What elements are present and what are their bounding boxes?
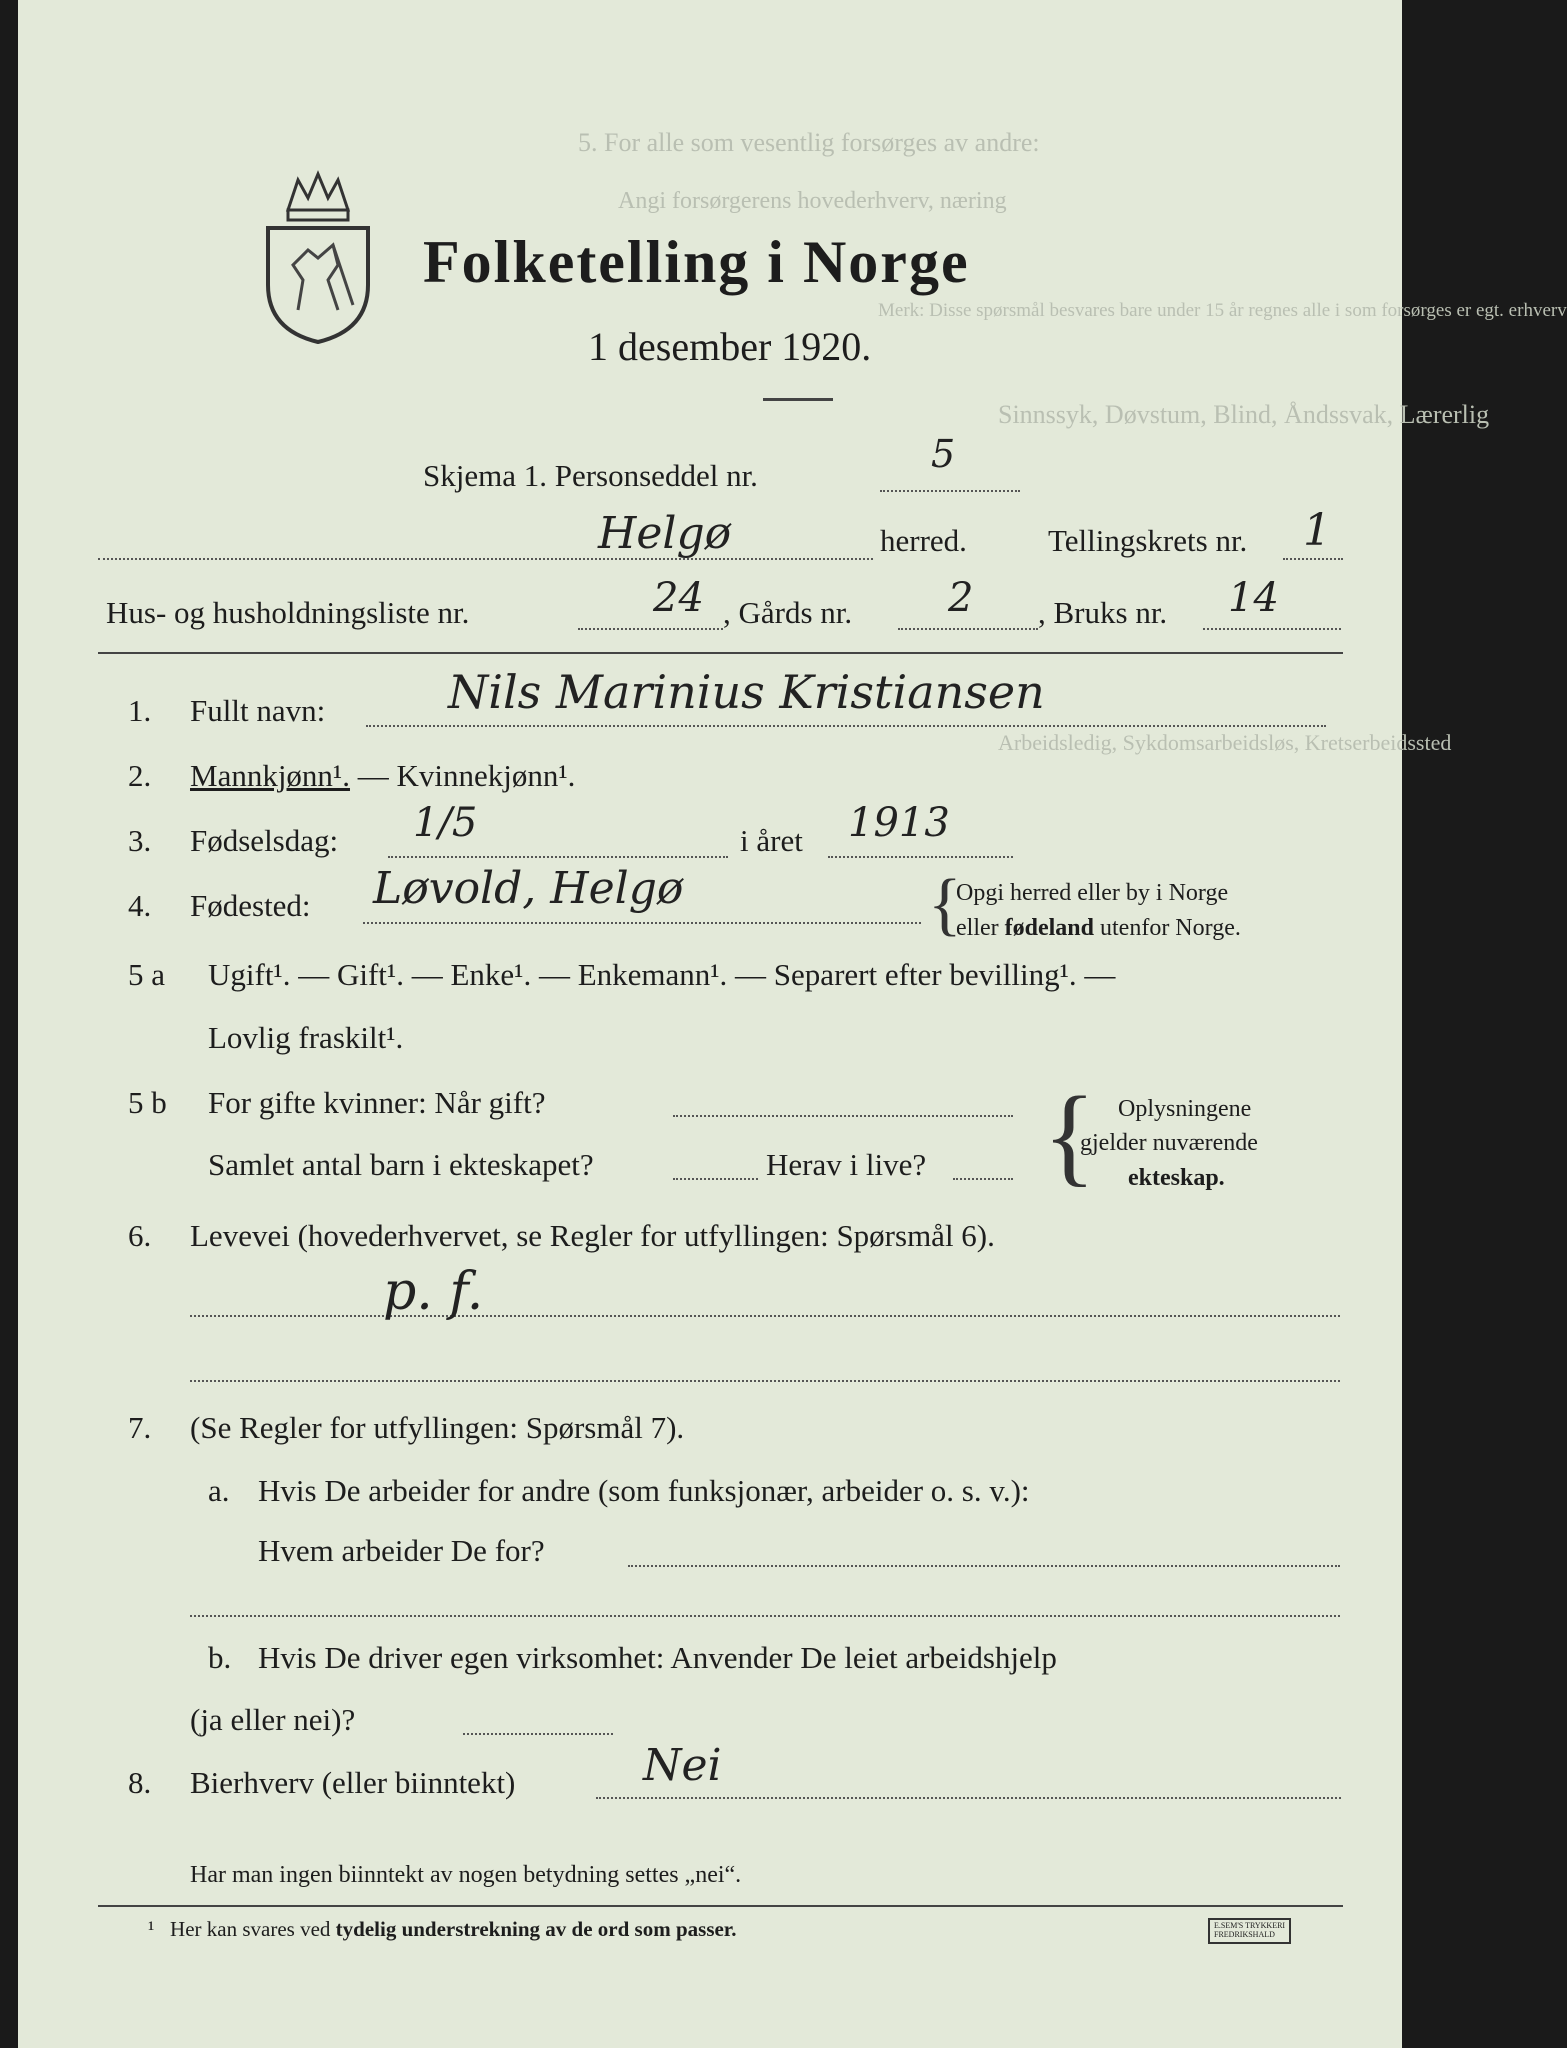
footer-divider <box>98 1905 1343 1907</box>
q4-label: Fødested: <box>190 888 311 923</box>
q7a-line <box>628 1565 1340 1567</box>
birthday-value[interactable]: 1/5 <box>413 800 478 846</box>
side-income-value[interactable]: Nei <box>643 1740 722 1791</box>
q5b-note-2: gjelder nuværende <box>1080 1130 1258 1156</box>
q6-number: 6. <box>128 1218 152 1253</box>
q7b-line <box>463 1733 613 1735</box>
q2-number: 2. <box>128 758 152 793</box>
q5b-label: For gifte kvinner: Når gift? <box>208 1085 546 1120</box>
q5a-number: 5 a <box>128 957 166 992</box>
q7a-line-2 <box>190 1615 1340 1617</box>
bruks-line <box>1203 628 1341 630</box>
q3-line <box>388 856 728 858</box>
herred-line <box>98 558 873 560</box>
q4-note: Opgi herred eller by i Norge <box>956 880 1229 906</box>
q5b-alive-label: Herav i live? <box>766 1147 927 1182</box>
q7a-text-2: Hvem arbeider De for? <box>258 1533 545 1568</box>
footnote: ¹ Her kan svares ved tydelig understrekning av de ord som passer. <box>148 1917 737 1941</box>
bruks-label: , Bruks nr. <box>1038 595 1168 630</box>
q3-year-line <box>828 856 1013 858</box>
ghost-line: Merk: Disse spørsmål besvares bare under 15 år regnes alle i som forsørges er egt. erhverv <box>878 300 1567 321</box>
mannkjonn-option[interactable]: Mannkjønn¹. <box>190 758 350 793</box>
tellingskrets-value[interactable]: 1 <box>1303 505 1331 556</box>
coat-of-arms-icon <box>258 170 378 345</box>
personseddel-value[interactable]: 5 <box>931 432 956 476</box>
census-form <box>18 0 1567 2048</box>
q5b-note-3: ekteskap. <box>1128 1165 1225 1191</box>
kvinnekjonn-option[interactable]: Kvinnekjønn¹. <box>396 758 576 793</box>
q5b-number: 5 b <box>128 1085 167 1120</box>
tellingskrets-label: Tellingskrets nr. <box>1048 523 1248 558</box>
q5b-children-label: Samlet antal barn i ekteskapet? <box>208 1147 594 1182</box>
herred-value[interactable]: Helgø <box>598 508 732 559</box>
full-name-value[interactable]: Nils Marinius Kristiansen <box>448 665 1045 719</box>
q2-gender <box>190 758 575 794</box>
q4-line <box>363 922 921 924</box>
birth-year-value[interactable]: 1913 <box>848 800 950 846</box>
q6-line-2 <box>190 1380 1340 1382</box>
q4-number: 4. <box>128 888 152 923</box>
nei-note: Har man ingen biinntekt av nogen betydning settes „nei“. <box>190 1862 742 1888</box>
q7a-number: a. <box>208 1473 230 1508</box>
ghost-line: Angi forsørgerens hovederhverv, næring <box>618 188 1007 214</box>
q7b-text-2: (ja eller nei)? <box>190 1702 356 1737</box>
q3-label: Fødselsdag: <box>190 823 339 858</box>
q8-label: Bierhverv (eller biinntekt) <box>190 1765 516 1800</box>
gards-line <box>898 628 1038 630</box>
marital-status-options[interactable]: Ugift¹. — Gift¹. — Enke¹. — Enkemann¹. — Separert efter bevilling¹. — <box>208 957 1116 992</box>
q1-label: Fullt navn: <box>190 693 326 728</box>
ghost-line: Arbeidsledig, Sykdomsarbeidsløs, Kretserbeidssted <box>998 730 1452 755</box>
q2-separator: — <box>349 758 397 793</box>
q8-line <box>596 1797 1341 1799</box>
q7b-text: Hvis De driver egen virksomhet: Anvender De leiet arbeidshjelp <box>258 1640 1057 1675</box>
divider <box>763 398 833 401</box>
q5b-note: Oplysningene <box>1118 1096 1252 1122</box>
q7b-number: b. <box>208 1640 232 1675</box>
q7a-text: Hvis De arbeider for andre (som funksjonær, arbeider o. s. v.): <box>258 1473 1030 1508</box>
printer-stamp: E.SEM'S TRYKKERI FREDRIKSHALD <box>1208 1918 1291 1944</box>
personseddel-line <box>880 490 1020 492</box>
q6-label: Levevei (hovederhvervet, se Regler for utfyllingen: Spørsmål 6). <box>190 1218 995 1253</box>
husliste-value[interactable]: 24 <box>653 575 704 621</box>
brace-icon: { <box>1043 1074 1096 1196</box>
gards-value[interactable]: 2 <box>948 575 974 621</box>
q3-year-label: i året <box>740 823 803 858</box>
q5b-alive-line <box>953 1178 1013 1180</box>
q8-number: 8. <box>128 1765 152 1800</box>
q1-line <box>366 725 1326 727</box>
ghost-line: Sinnssyk, Døvstum, Blind, Åndssvak, Lærerlig <box>998 400 1490 429</box>
bruks-value[interactable]: 14 <box>1228 575 1279 621</box>
q6-line <box>190 1315 1340 1317</box>
brace-icon: { <box>928 866 962 943</box>
occupation-value[interactable]: p. f. <box>383 1262 484 1322</box>
form-title: Folketelling i Norge <box>423 229 970 295</box>
tellingskrets-line <box>1283 558 1343 560</box>
q4-note-2: eller fødeland utenfor Norge. <box>956 915 1241 941</box>
herred-label: herred. <box>880 523 967 558</box>
q7-label: (Se Regler for utfyllingen: Spørsmål 7). <box>190 1410 685 1445</box>
q1-number: 1. <box>128 693 152 728</box>
section-divider <box>98 652 1343 654</box>
q5b-children-line <box>673 1178 758 1180</box>
form-date: 1 desember 1920. <box>588 324 872 369</box>
husliste-label: Hus- og husholdningsliste nr. <box>106 595 470 630</box>
q3-number: 3. <box>128 823 152 858</box>
birthplace-value[interactable]: Løvold, Helgø <box>373 863 684 914</box>
q7-number: 7. <box>128 1410 152 1445</box>
skjema-label: Skjema 1. Personseddel nr. <box>423 458 758 493</box>
q5b-line <box>673 1115 1013 1117</box>
marital-status-options-2[interactable]: Lovlig fraskilt¹. <box>208 1020 404 1055</box>
ghost-line: 5. For alle som vesentlig forsørges av andre: <box>578 128 1040 157</box>
gards-label: , Gårds nr. <box>723 595 853 630</box>
husliste-line <box>578 628 723 630</box>
